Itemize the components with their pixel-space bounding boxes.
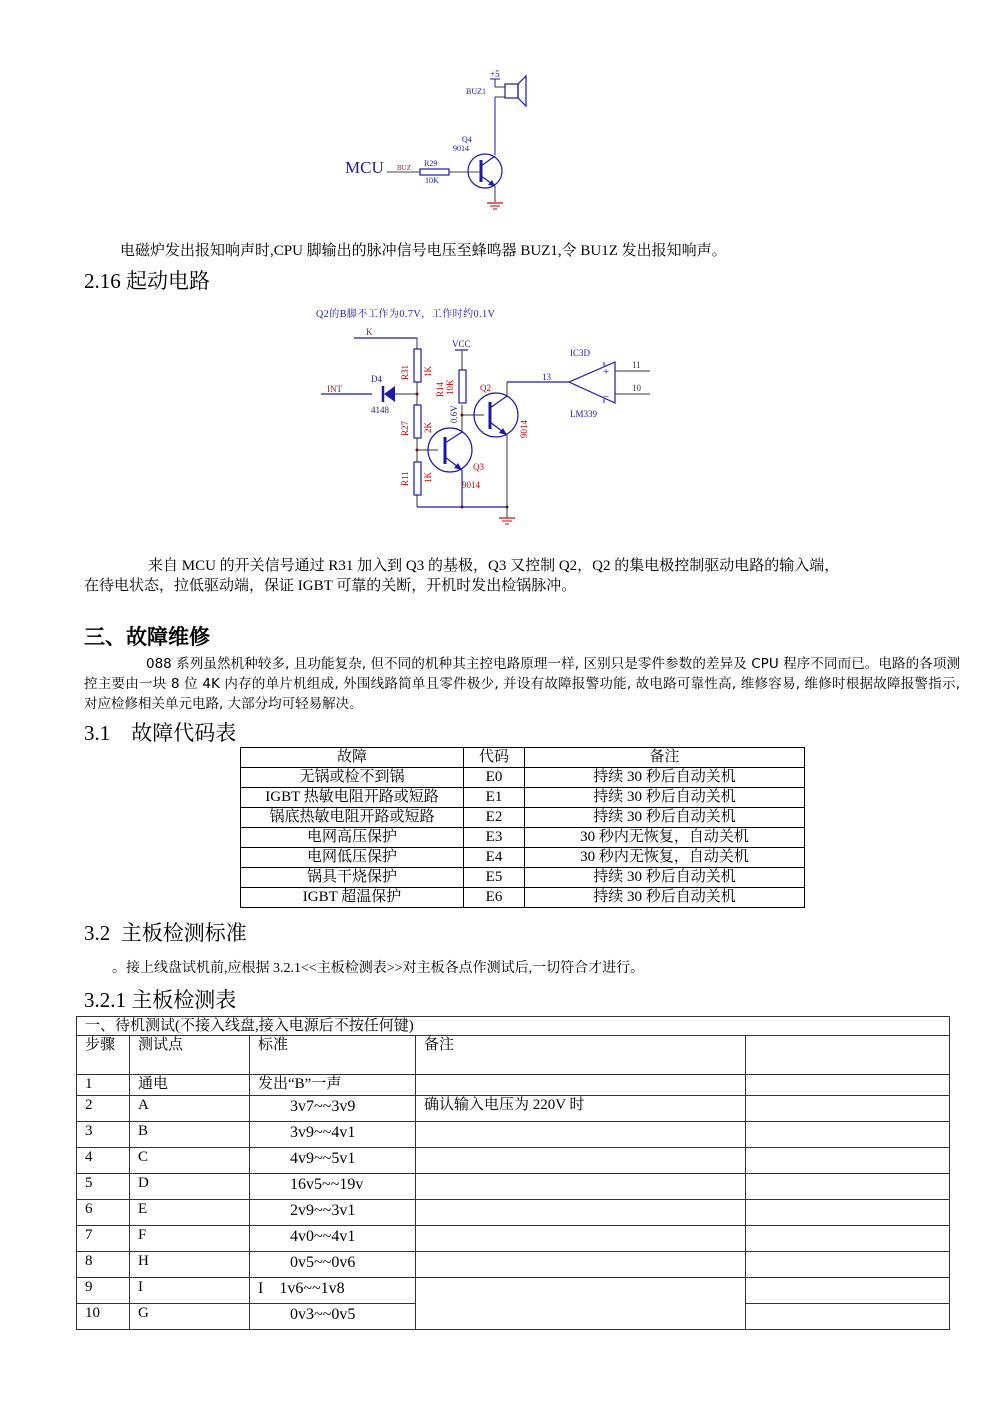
header-step: 步骤 [77, 1036, 130, 1075]
table-row [77, 1122, 950, 1148]
table-caption-row [77, 1017, 950, 1036]
table-row [241, 848, 805, 868]
test-point-cell: 通电 [130, 1075, 250, 1096]
q3-label: Q3 [473, 462, 484, 472]
step-cell: 7 [77, 1226, 130, 1252]
fault-cell: 电网低压保护 [241, 848, 464, 868]
table-row [77, 1096, 950, 1122]
section-3-1-title: 3.1 故障代码表 [84, 721, 237, 745]
r29-label: R29 [424, 159, 438, 168]
test-point-cell: H [130, 1252, 250, 1278]
remark-cell [416, 1200, 746, 1226]
code-cell: E6 [464, 888, 525, 908]
table-row [241, 888, 805, 908]
standard-cell: 3v7~~3v9 [250, 1096, 416, 1122]
standard-cell: I 1v6~~1v8 [250, 1278, 416, 1304]
r27-value: 2K [423, 422, 433, 433]
remark-cell: 30 秒内无恢复，自动关机 [525, 848, 805, 868]
table-row [77, 1278, 950, 1304]
standard-cell: 0v3~~0v5 [250, 1304, 416, 1330]
remark-cell [416, 1122, 746, 1148]
ground-icon [499, 518, 515, 524]
section-3-2-paragraph: 。接上线盘试机前,应根据 3.2.1<<主板检测表>>对主板各点作测试后,一切符合才进行。 [112, 961, 645, 976]
extra-cell [746, 1278, 950, 1304]
test-point-cell: G [130, 1304, 250, 1330]
test-point-cell: D [130, 1174, 250, 1200]
buzzer-label: BUZ1 [466, 87, 486, 96]
extra-cell [746, 1148, 950, 1174]
remark-cell: 确认输入电压为 220V 时 [416, 1096, 746, 1122]
pin11-label: 11 [632, 360, 641, 370]
fault-cell: IGBT 超温保护 [241, 888, 464, 908]
k-label: K [366, 327, 373, 337]
start-paragraph-line-1: 来自 MCU 的开关信号通过 R31 加入到 Q3 的基极，Q3 又控制 Q2，Q2 的集电极控制驱动电路的输入端， [148, 558, 840, 574]
remark-cell [416, 1075, 746, 1096]
table-row [77, 1075, 950, 1096]
voltage-label: 0.6V [449, 405, 459, 423]
minus-sign: − [603, 391, 610, 403]
fault-code-table [240, 747, 805, 908]
q4-model: 9014 [453, 144, 469, 153]
step-cell: 5 [77, 1174, 130, 1200]
remark-cell: 持续 30 秒后自动关机 [525, 768, 805, 788]
r11-label: R11 [400, 471, 410, 486]
board-test-table [76, 1016, 950, 1330]
r11-value: 1K [423, 472, 433, 483]
extra-cell [746, 1075, 950, 1096]
r31-value: 1K [423, 366, 433, 377]
standard-cell: 4v9~~5v1 [250, 1148, 416, 1174]
remark-cell: 30 秒内无恢复，自动关机 [525, 828, 805, 848]
npn-transistor-icon [468, 154, 502, 188]
extra-cell [746, 1252, 950, 1278]
step-cell: 9 [77, 1278, 130, 1304]
standard-cell: 16v5~~19v [250, 1174, 416, 1200]
r27-label: R27 [400, 420, 410, 436]
remark-cell [416, 1252, 746, 1278]
header-remark: 备注 [525, 748, 805, 768]
table-row [77, 1200, 950, 1226]
d4-model: 4148 [371, 405, 389, 415]
start-paragraph [84, 556, 964, 596]
extra-cell [746, 1122, 950, 1148]
resistor-icon [420, 169, 449, 175]
pin13-label: 13 [542, 372, 551, 382]
r29-value: 10K [425, 176, 439, 185]
step-cell: 1 [77, 1075, 130, 1096]
step-cell: 6 [77, 1200, 130, 1226]
start-circuit-schematic [310, 300, 680, 535]
buz-net-label: BUZ [397, 164, 411, 172]
extra-cell [746, 1304, 950, 1330]
d4-label: D4 [371, 374, 382, 384]
fault-cell: IGBT 热敏电阻开路或短路 [241, 788, 464, 808]
table-row [77, 1148, 950, 1174]
q2-label: Q2 [480, 383, 491, 393]
r31-label: R31 [400, 364, 410, 380]
remark-cell: 持续 30 秒后自动关机 [525, 788, 805, 808]
table-row [241, 768, 805, 788]
ic-label: IC3D [570, 348, 590, 358]
fault-cell: 锅具干烧保护 [241, 868, 464, 888]
standard-cell: 4v0~~4v1 [250, 1226, 416, 1252]
plus-sign: + [603, 366, 610, 378]
r14-label: R14 [435, 381, 445, 397]
ic-model: LM339 [570, 409, 597, 419]
section-3-paragraph: 088 系列虽然机种较多, 且功能复杂, 但不同的机种其主控电路原理一样, 区别只是零件参数的差异及 CPU 程序不同而已。电路的各项测控主要由一块 8 位 4K 内存的单片机组成, 外围线路简单且零件极少, 并设有故障报警功能, 故电路可靠性高, 维修容易, 维修时根据故障报警指示, 对应检修相关单元电路, 大部分均可轻易解决。 [84, 656, 960, 712]
header-code: 代码 [464, 748, 525, 768]
standard-cell: 0v5~~0v6 [250, 1252, 416, 1278]
header-extra [746, 1036, 950, 1075]
fault-cell: 无锅或检不到锅 [241, 768, 464, 788]
extra-cell [746, 1174, 950, 1200]
section-3-title: 三、故障维修 [84, 625, 210, 649]
table-row [241, 808, 805, 828]
table-row [241, 828, 805, 848]
remark-cell [416, 1174, 746, 1200]
schematic-note: Q2的B脚不工作为0.7V，工作时约0.1V [316, 309, 496, 320]
header-test-point: 测试点 [130, 1036, 250, 1075]
step-cell: 10 [77, 1304, 130, 1330]
vcc-label: VCC [452, 339, 471, 349]
table-row [241, 868, 805, 888]
extra-cell [746, 1226, 950, 1252]
q4-label: Q4 [462, 135, 472, 144]
standard-cell: 2v9~~3v1 [250, 1200, 416, 1226]
supply-label: +5 [490, 69, 500, 79]
code-cell: E3 [464, 828, 525, 848]
extra-cell [746, 1200, 950, 1226]
remark-cell: 持续 30 秒后自动关机 [525, 888, 805, 908]
extra-cell [746, 1096, 950, 1122]
table-caption: 一、待机测试(不接入线盘,接入电源后不按任何键) [77, 1017, 950, 1036]
code-cell: E4 [464, 848, 525, 868]
test-point-cell: C [130, 1148, 250, 1174]
header-fault: 故障 [241, 748, 464, 768]
remark-cell-merged [416, 1278, 746, 1330]
standard-cell: 3v9~~4v1 [250, 1122, 416, 1148]
test-point-cell: B [130, 1122, 250, 1148]
remark-cell [416, 1148, 746, 1174]
int-label: INT [327, 384, 342, 394]
section-3-2-title: 3.2 主板检测标准 [84, 921, 247, 945]
table-header-row [241, 748, 805, 768]
test-point-cell: E [130, 1200, 250, 1226]
remark-cell: 持续 30 秒后自动关机 [525, 868, 805, 888]
q2-model: 9014 [519, 420, 529, 438]
buzzer-paragraph: 电磁炉发出报知响声时,CPU 脚输出的脉冲信号电压至蜂鸣器 BUZ1,令 BU1Z 发出报知响声。 [120, 243, 727, 259]
step-cell: 2 [77, 1096, 130, 1122]
step-cell: 3 [77, 1122, 130, 1148]
header-standard: 标准 [250, 1036, 416, 1075]
section-2-16-title: 2.16 起动电路 [84, 269, 210, 293]
standard-cell: 发出“B”一声 [250, 1075, 416, 1096]
test-point-cell: I [130, 1278, 250, 1304]
speaker-icon [505, 76, 526, 106]
fault-cell: 锅底热敏电阻开路或短路 [241, 808, 464, 828]
pin10-label: 10 [632, 383, 641, 393]
header-remark: 备注 [416, 1036, 746, 1075]
buzzer-schematic [330, 60, 560, 225]
test-point-cell: F [130, 1226, 250, 1252]
start-paragraph-line-2: 在待电状态，拉低驱动端，保证 IGBT 可靠的关断，开机时发出检锅脉冲。 [84, 578, 577, 594]
code-cell: E1 [464, 788, 525, 808]
code-cell: E0 [464, 768, 525, 788]
step-cell: 4 [77, 1148, 130, 1174]
mcu-label: MCU [345, 158, 384, 177]
table-row [77, 1174, 950, 1200]
code-cell: E5 [464, 868, 525, 888]
fault-cell: 电网高压保护 [241, 828, 464, 848]
table-header-row [77, 1036, 950, 1075]
q3-model: 9014 [462, 480, 480, 490]
r14-value: 10K [445, 379, 455, 395]
test-point-cell: A [130, 1096, 250, 1122]
table-row [241, 788, 805, 808]
section-3-2-1-title: 3.2.1 主板检测表 [84, 988, 237, 1012]
remark-cell: 持续 30 秒后自动关机 [525, 808, 805, 828]
diode-icon [383, 386, 395, 402]
ground-icon [487, 203, 503, 209]
remark-cell [416, 1226, 746, 1252]
code-cell: E2 [464, 808, 525, 828]
table-row [77, 1226, 950, 1252]
step-cell: 8 [77, 1252, 130, 1278]
table-row [77, 1252, 950, 1278]
